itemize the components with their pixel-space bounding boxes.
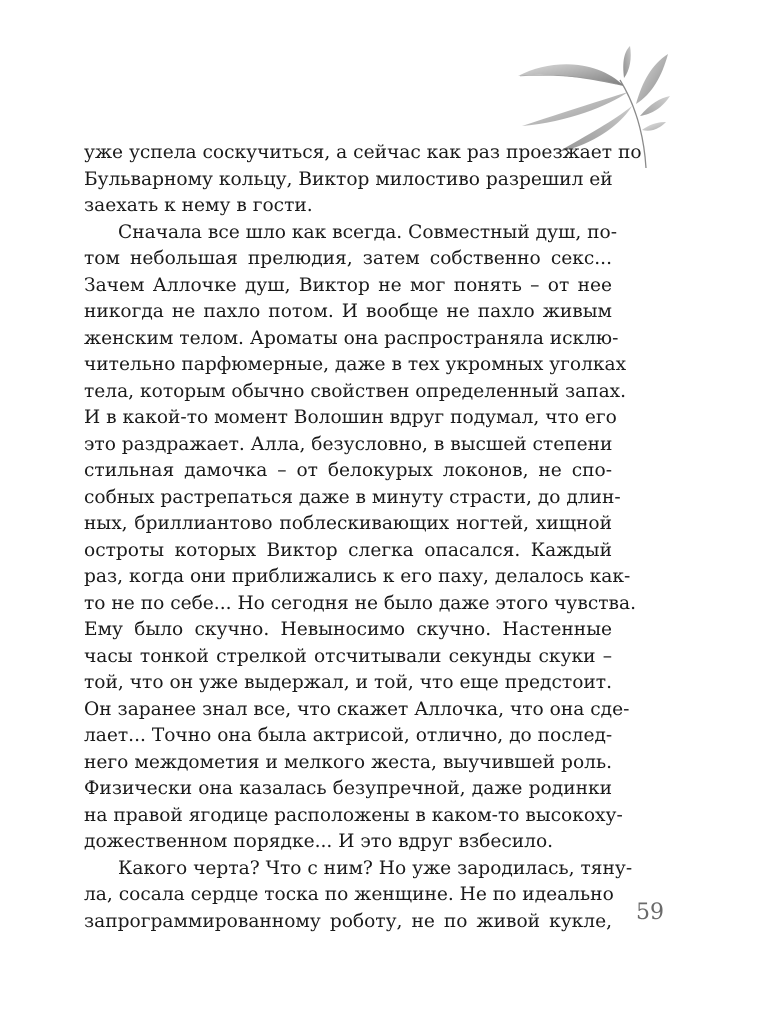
text-line: Зачем Аллочке душ, Виктор не мог понять – от нее [84,274,612,296]
text-line: заехать к нему в гости. [84,195,313,216]
text-line: стильная дамочка – от белокурых локонов, не спо- [84,460,612,481]
text-line: Бульварному кольцу, Виктор милостиво разрешил ей [84,168,613,190]
text-line: Сначала все шло как всегда. Совместный душ, по- [118,221,618,243]
text-line: уже успела соскучиться, а сейчас как раз проезжает по [84,142,642,163]
text-line: ла, сосала сердце тоска по женщине. Не по идеально [84,884,614,905]
text-line: Какого черта? Что с ним? Но уже зародилась, тяну- [118,857,633,879]
text-line: на правой ягодице расположены в каком-то высокоху- [84,804,623,826]
text-line: дожественном порядке... И это вдруг взбесило. [84,831,554,852]
text-line: ных, бриллиантово поблескивающих ногтей, хищной [84,513,612,534]
page-number: 59 [636,900,664,925]
text-line: собных растрепаться даже в минуту страсти, до длин- [84,486,621,508]
text-line: раз, когда они приближались к его паху, делалось как- [84,566,631,587]
text-line: лает... Точно она была актрисой, отлично, до послед- [84,725,613,746]
text-line: И в какой-то момент Волошин вдруг подумал, что его [84,407,617,428]
text-line: тела, которым обычно свойствен определенный запах. [84,380,627,402]
text-line: той, что он уже выдержал, и той, что еще предстоит. [84,672,612,693]
text-line: женским телом. Ароматы она распространяла исклю- [84,327,619,349]
body-text [84,140,642,935]
text-line: это раздражает. Алла, безусловно, в высшей степени [84,433,613,455]
text-line: Он заранее знал все, что скажет Аллочка, что она сде- [84,698,630,720]
text-line: Физически она казалась безупречной, даже родинки [84,778,612,799]
text-line: часы тонкой стрелкой отсчитывали секунды скуки – [84,645,612,667]
text-line: том небольшая прелюдия, затем собственно секс... [84,248,612,269]
text-line: остроты которых Виктор слегка опасался. Каждый [84,539,612,561]
text-line: него междометия и мелкого жеста, выучившей роль. [84,751,612,773]
text-line: то не по себе... Но сегодня не было даже этого чувства. [84,592,636,614]
text-line: чительно парфюмерные, даже в тех укромных уголках [84,354,627,375]
text-line: никогда не пахло потом. И вообще не пахло живым [84,301,612,322]
text-line: Ему было скучно. Невыносимо скучно. Настенные [84,619,612,640]
text-line: запрограммированному роботу, не по живой кукле, [84,910,612,932]
